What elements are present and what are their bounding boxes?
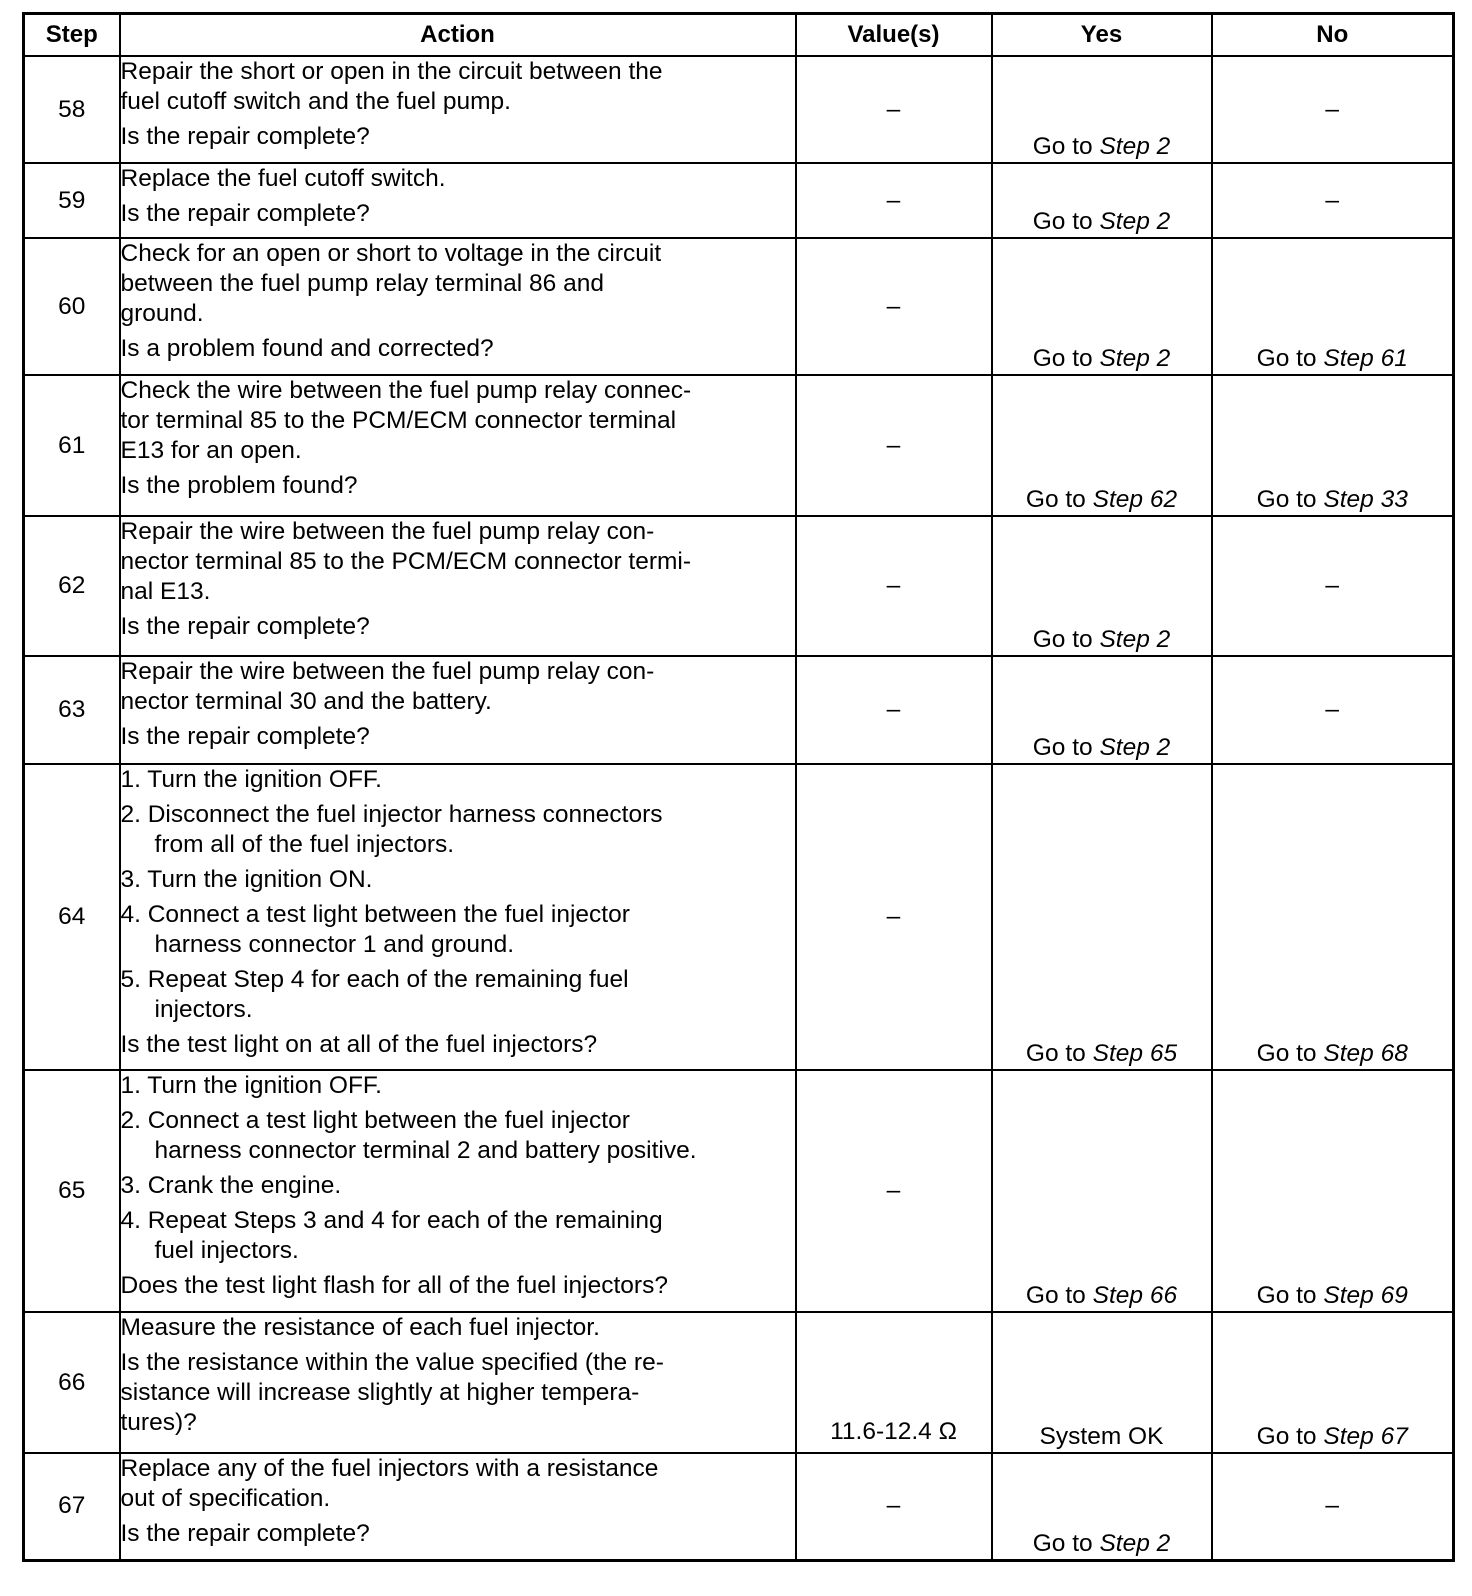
action-line: fuel cutoff switch and the fuel pump.	[120, 88, 511, 115]
procedure-item	[121, 1171, 795, 1201]
header-values: Value(s)	[796, 14, 992, 57]
yes-outcome	[992, 1453, 1212, 1560]
table-row	[24, 375, 1454, 516]
question-line: Is the repair complete?	[120, 613, 370, 640]
action-text	[121, 164, 795, 194]
question-line: Is the repair complete?	[120, 1520, 370, 1547]
header-row	[24, 14, 1454, 57]
no-outcome-step-ref: Step 68	[1323, 1040, 1408, 1067]
table-row	[24, 163, 1454, 238]
no-outcome-text: –	[1325, 186, 1340, 214]
action-line: Replace the fuel cutoff switch.	[120, 165, 446, 192]
table-row	[24, 1070, 1454, 1312]
value-cell: 11.6-12.4 Ω	[796, 1312, 992, 1453]
value-cell: –	[796, 656, 992, 764]
value-cell: –	[796, 1070, 992, 1312]
no-outcome-step-ref: Step 61	[1323, 345, 1408, 372]
action-question	[121, 1348, 795, 1438]
step-number: 65	[24, 1070, 120, 1312]
yes-outcome	[992, 375, 1212, 516]
yes-outcome-text: Go to	[1032, 345, 1093, 372]
step-number: 60	[24, 238, 120, 375]
no-outcome	[1212, 1070, 1454, 1312]
action-line: Check the wire between the fuel pump relay connec-	[120, 377, 692, 404]
procedure-line: 3. Crank the engine.	[120, 1172, 342, 1199]
question-line: Is the resistance within the value specified (the re-	[120, 1349, 664, 1376]
header-yes: Yes	[992, 14, 1212, 57]
action-cell	[120, 516, 796, 656]
no-outcome-step-ref: Step 67	[1323, 1423, 1408, 1450]
no-outcome	[1212, 375, 1454, 516]
no-outcome	[1212, 1312, 1454, 1453]
procedure-line: 2. Disconnect the fuel injector harness connectors	[120, 801, 663, 828]
yes-outcome-step-ref: Step 2	[1099, 734, 1171, 761]
no-outcome-text: –	[1325, 95, 1340, 123]
question-line: sistance will increase slightly at higher tempera-	[120, 1379, 640, 1406]
value-cell: –	[796, 56, 992, 163]
procedure-item	[121, 965, 795, 1025]
action-text	[121, 517, 795, 607]
action-question	[121, 122, 795, 152]
yes-outcome	[992, 656, 1212, 764]
action-line: Replace any of the fuel injectors with a resistance	[120, 1455, 659, 1482]
yes-outcome-step-ref: Step 65	[1092, 1040, 1178, 1067]
yes-outcome	[992, 764, 1212, 1070]
yes-outcome-step-ref: Step 66	[1092, 1282, 1178, 1309]
no-outcome-step-ref: Step 69	[1323, 1282, 1408, 1309]
procedure-line: 4. Connect a test light between the fuel injector	[120, 901, 630, 928]
question-line: Is the repair complete?	[120, 200, 370, 227]
no-outcome-text: Go to	[1256, 345, 1317, 372]
diagnostic-table-wrapper	[22, 12, 1452, 1562]
step-number: 58	[24, 56, 120, 163]
question-line: Is the repair complete?	[120, 123, 370, 150]
action-cell	[120, 1312, 796, 1453]
action-line: out of specification.	[120, 1485, 331, 1512]
action-line: Repair the short or open in the circuit between the	[120, 58, 663, 85]
action-line: nector terminal 85 to the PCM/ECM connector termi-	[120, 548, 692, 575]
no-outcome	[1212, 1453, 1454, 1560]
header-step: Step	[24, 14, 120, 57]
procedure-list	[121, 765, 795, 1025]
action-cell	[120, 56, 796, 163]
action-line: Check for an open or short to voltage in the circuit	[120, 240, 662, 267]
table-row	[24, 764, 1454, 1070]
yes-outcome-step-ref: Step 2	[1099, 208, 1171, 235]
step-number: 63	[24, 656, 120, 764]
procedure-line: 3. Turn the ignition ON.	[120, 866, 373, 893]
yes-outcome-text: System OK	[1039, 1423, 1164, 1450]
yes-outcome	[992, 56, 1212, 163]
step-number: 59	[24, 163, 120, 238]
procedure-line: 2. Connect a test light between the fuel injector	[120, 1107, 630, 1134]
yes-outcome-text: Go to	[1032, 734, 1093, 761]
action-cell	[120, 764, 796, 1070]
action-line: Measure the resistance of each fuel injector.	[120, 1314, 600, 1341]
action-cell	[120, 1453, 796, 1560]
step-number: 64	[24, 764, 120, 1070]
procedure-line: harness connector 1 and ground.	[154, 931, 515, 958]
yes-outcome-step-ref: Step 2	[1099, 1529, 1171, 1557]
yes-outcome	[992, 1070, 1212, 1312]
action-cell	[120, 238, 796, 375]
header-action: Action	[120, 14, 796, 57]
no-outcome-text: Go to	[1256, 1282, 1317, 1309]
value-cell: –	[796, 163, 992, 238]
action-question	[121, 199, 795, 229]
no-outcome	[1212, 56, 1454, 163]
procedure-list	[121, 1071, 795, 1266]
yes-outcome-text: Go to	[1025, 486, 1086, 513]
step-number: 62	[24, 516, 120, 656]
procedure-item	[121, 1206, 795, 1266]
yes-outcome-text: Go to	[1032, 133, 1093, 160]
action-question	[121, 612, 795, 642]
step-number: 66	[24, 1312, 120, 1453]
table-body	[24, 56, 1454, 1560]
procedure-item	[121, 1071, 795, 1101]
action-cell	[120, 656, 796, 764]
action-line: nector terminal 30 and the battery.	[120, 688, 492, 715]
no-outcome	[1212, 163, 1454, 238]
action-question	[121, 334, 795, 364]
yes-outcome-text: Go to	[1025, 1040, 1086, 1067]
table-row	[24, 1453, 1454, 1560]
action-line: E13 for an open.	[120, 437, 302, 464]
action-question	[121, 1030, 795, 1060]
diagnostic-table	[22, 12, 1455, 1562]
no-outcome-step-ref: Step 33	[1323, 486, 1408, 513]
question-line: tures)?	[120, 1409, 197, 1436]
action-text	[121, 1313, 795, 1343]
question-line: Does the test light flash for all of the fuel injectors?	[120, 1272, 668, 1299]
procedure-line: injectors.	[154, 996, 253, 1023]
action-question	[121, 722, 795, 752]
table-row	[24, 656, 1454, 764]
no-outcome-text: –	[1325, 572, 1340, 599]
question-line: Is the problem found?	[120, 472, 358, 499]
yes-outcome-text: Go to	[1032, 1529, 1093, 1557]
no-outcome-text: Go to	[1256, 1040, 1317, 1067]
action-line: Repair the wire between the fuel pump relay con-	[120, 518, 655, 545]
question-line: Is a problem found and corrected?	[120, 335, 494, 362]
action-text	[121, 1454, 795, 1514]
procedure-line: fuel injectors.	[154, 1237, 299, 1264]
procedure-item	[121, 1106, 795, 1166]
action-text	[121, 657, 795, 717]
no-outcome-text: Go to	[1256, 1423, 1317, 1450]
procedure-item	[121, 800, 795, 860]
procedure-item	[121, 900, 795, 960]
header-no: No	[1212, 14, 1454, 57]
action-line: between the fuel pump relay terminal 86 and	[120, 270, 604, 297]
value-cell: –	[796, 238, 992, 375]
no-outcome	[1212, 656, 1454, 764]
action-line: Repair the wire between the fuel pump relay con-	[120, 658, 655, 685]
yes-outcome-step-ref: Step 2	[1099, 133, 1171, 160]
table-row	[24, 516, 1454, 656]
value-cell: –	[796, 516, 992, 656]
procedure-item	[121, 765, 795, 795]
procedure-line: 1. Turn the ignition OFF.	[120, 766, 382, 793]
yes-outcome	[992, 163, 1212, 238]
action-line: nal E13.	[120, 578, 211, 605]
yes-outcome	[992, 516, 1212, 656]
procedure-item	[121, 865, 795, 895]
procedure-line: from all of the fuel injectors.	[154, 831, 455, 858]
yes-outcome-text: Go to	[1032, 208, 1093, 235]
procedure-line: 1. Turn the ignition OFF.	[120, 1072, 382, 1099]
value-cell: –	[796, 1453, 992, 1560]
action-text	[121, 376, 795, 466]
action-question	[121, 471, 795, 501]
yes-outcome	[992, 238, 1212, 375]
question-line: Is the repair complete?	[120, 723, 370, 750]
action-question	[121, 1519, 795, 1549]
yes-outcome	[992, 1312, 1212, 1453]
procedure-line: 4. Repeat Steps 3 and 4 for each of the remaining	[120, 1207, 663, 1234]
yes-outcome-step-ref: Step 2	[1099, 626, 1171, 653]
no-outcome-text: –	[1325, 696, 1340, 723]
action-text	[121, 57, 795, 117]
action-cell	[120, 375, 796, 516]
no-outcome-text: –	[1325, 1492, 1340, 1520]
action-line: tor terminal 85 to the PCM/ECM connector terminal	[120, 407, 677, 434]
no-outcome-text: Go to	[1256, 486, 1317, 513]
table-row	[24, 238, 1454, 375]
value-cell: –	[796, 764, 992, 1070]
step-number: 67	[24, 1453, 120, 1560]
value-cell: –	[796, 375, 992, 516]
step-number: 61	[24, 375, 120, 516]
no-outcome	[1212, 764, 1454, 1070]
procedure-line: harness connector terminal 2 and battery positive.	[154, 1137, 697, 1164]
action-question	[121, 1271, 795, 1301]
action-cell	[120, 163, 796, 238]
yes-outcome-text: Go to	[1025, 1282, 1086, 1309]
no-outcome	[1212, 238, 1454, 375]
yes-outcome-step-ref: Step 62	[1092, 486, 1178, 513]
action-cell	[120, 1070, 796, 1312]
yes-outcome-step-ref: Step 2	[1099, 345, 1171, 372]
no-outcome	[1212, 516, 1454, 656]
action-text	[121, 239, 795, 329]
table-row	[24, 1312, 1454, 1453]
yes-outcome-text: Go to	[1032, 626, 1093, 653]
question-line: Is the test light on at all of the fuel injectors?	[120, 1031, 598, 1058]
table-row	[24, 56, 1454, 163]
procedure-line: 5. Repeat Step 4 for each of the remaining fuel	[120, 966, 629, 993]
action-line: ground.	[120, 300, 204, 327]
